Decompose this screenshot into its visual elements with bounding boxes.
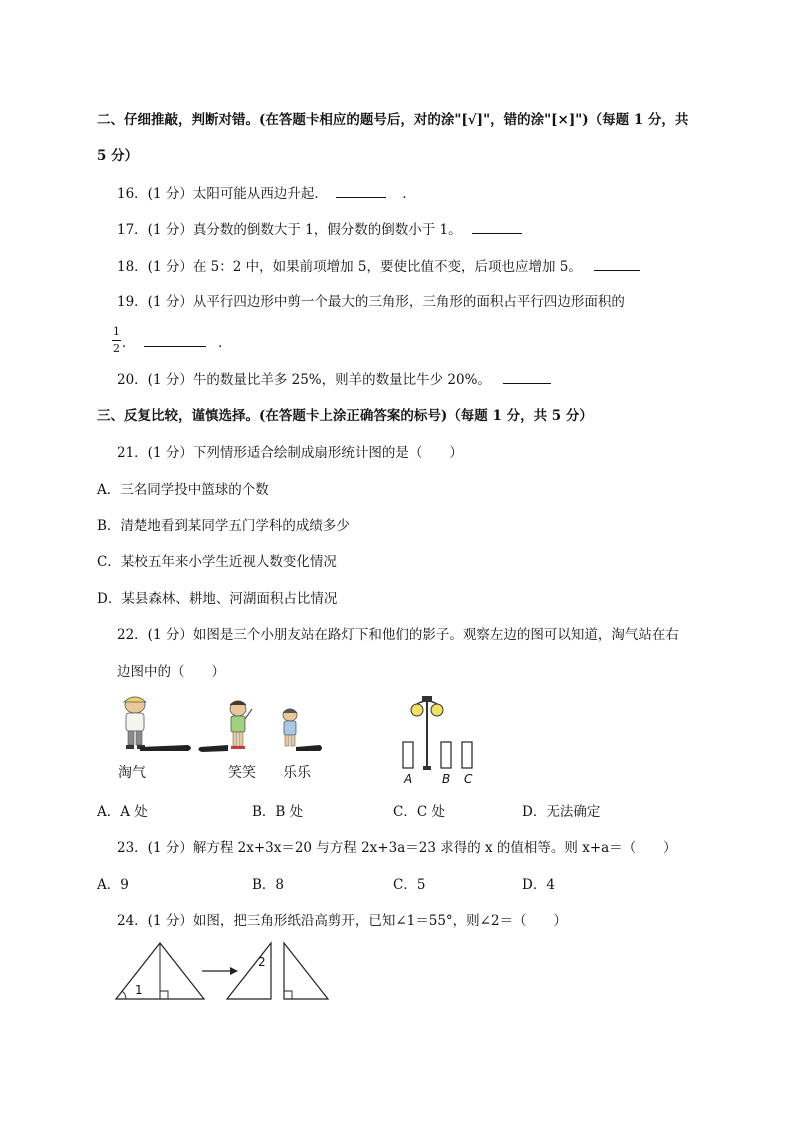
slot-label-c: C — [464, 772, 473, 786]
question-16 — [117, 185, 416, 203]
option-22-c[interactable]: C．C 处 — [393, 804, 445, 820]
answer-blank-17[interactable] — [472, 221, 522, 234]
right-piece — [284, 943, 328, 999]
question-23: 23．(1 分）解方程 2x+3x＝20 与方程 2x+3a＝23 求得的 x 的值相等。则 x+a＝（ ） — [117, 840, 677, 856]
question-20-text: 20．(1 分）牛的数量比羊多 25%，则羊的数量比牛少 20%。 — [117, 372, 491, 388]
question-24: 24．(1 分）如图，把三角形纸沿高剪开，已知∠1＝55°，则∠2＝（ ） — [117, 913, 568, 929]
question-19-end: ． — [218, 335, 232, 351]
question-22: 22．(1 分）如图是三个小朋友站在路灯下和他们的影子。观察左边的图可以知道，淘气站在右 — [117, 627, 679, 643]
angle-2-label: 2 — [258, 955, 266, 969]
option-23-d[interactable]: D．4 — [522, 877, 555, 893]
question-17 — [117, 221, 522, 239]
full-triangle — [116, 943, 204, 999]
option-22-a[interactable]: A．A 处 — [97, 804, 148, 820]
children-shadows-figure — [110, 695, 340, 765]
question-18-text: 18．(1 分）在 5：2 中，如果前项增加 5，要使比值不变，后项也应增加 5。 — [117, 259, 582, 275]
fraction-numerator: 1 — [113, 325, 120, 338]
streetlamp-icon — [411, 696, 443, 770]
answer-blank-20[interactable] — [503, 371, 551, 384]
angle-1-label: 1 — [135, 983, 143, 997]
fraction-bar — [112, 340, 121, 341]
name-xiaoxiao: 笑笑 — [228, 765, 256, 781]
taoqi-shadow — [140, 745, 191, 751]
question-17-text: 17．(1 分）真分数的倒数大于 1，假分数的倒数小于 1。 — [117, 222, 462, 238]
arrow-right-icon — [202, 967, 238, 975]
option-21-d[interactable]: D．某县森林、耕地、河湖面积占比情况 — [97, 591, 338, 607]
slot-a — [403, 742, 413, 768]
option-22-b[interactable]: B．B 处 — [252, 804, 304, 820]
question-21: 21．(1 分）下列情形适合绘制成扇形统计图的是（ ） — [117, 445, 463, 461]
question-19-dot: ． — [122, 335, 136, 351]
question-16-text: 16．(1 分）太阳可能从西边升起． — [117, 186, 328, 202]
lele-shadow — [296, 745, 322, 751]
answer-blank-16[interactable] — [336, 185, 386, 198]
fraction-denominator: 2 — [113, 342, 120, 355]
lele-figure — [283, 709, 322, 751]
taoqi-figure — [124, 697, 146, 749]
option-23-a[interactable]: A．9 — [97, 877, 129, 893]
option-21-b[interactable]: B．清楚地看到某同学五门学科的成绩多少 — [97, 518, 350, 534]
name-lele: 乐乐 — [283, 765, 311, 781]
triangle-cut-figure — [112, 940, 332, 1002]
answer-blank-19[interactable] — [144, 334, 206, 347]
question-22-cont: 边图中的（ ） — [117, 664, 225, 680]
question-19-cont — [122, 334, 232, 352]
question-16-end: ． — [402, 186, 416, 202]
slot-label-a: A — [404, 772, 413, 786]
option-22-d[interactable]: D．无法确定 — [522, 804, 601, 820]
question-19: 19．(1 分）从平行四边形中剪一个最大的三角形，三角形的面积占平行四边形面积的 — [117, 294, 625, 310]
option-21-a[interactable]: A．三名同学投中篮球的个数 — [97, 482, 269, 498]
xiaoxiao-shadow — [198, 745, 228, 752]
section3-heading: 三、反复比较，谨慎选择。(在答题卡上涂正确答案的标号)（每题 1 分，共 5 分） — [97, 408, 593, 424]
section2-heading-cont: 5 分） — [97, 148, 139, 164]
slot-label-b: B — [442, 772, 451, 786]
name-taoqi: 淘气 — [118, 765, 146, 781]
question-18 — [117, 258, 640, 276]
answer-blank-18[interactable] — [594, 258, 640, 271]
slot-c — [462, 742, 472, 768]
xiaoxiao-figure — [198, 701, 252, 752]
section2-heading: 二、仔细推敲，判断对错。(在答题卡相应的题号后，对的涂"[√]"，错的涂"[×]")（每题 1 分，共 — [97, 112, 689, 128]
option-23-c[interactable]: C．5 — [393, 877, 426, 893]
option-23-b[interactable]: B．8 — [252, 877, 285, 893]
slot-b — [441, 742, 451, 768]
option-21-c[interactable]: C．某校五年来小学生近视人数变化情况 — [97, 554, 337, 570]
streetlamp-figure — [395, 694, 485, 774]
question-20 — [117, 371, 551, 389]
